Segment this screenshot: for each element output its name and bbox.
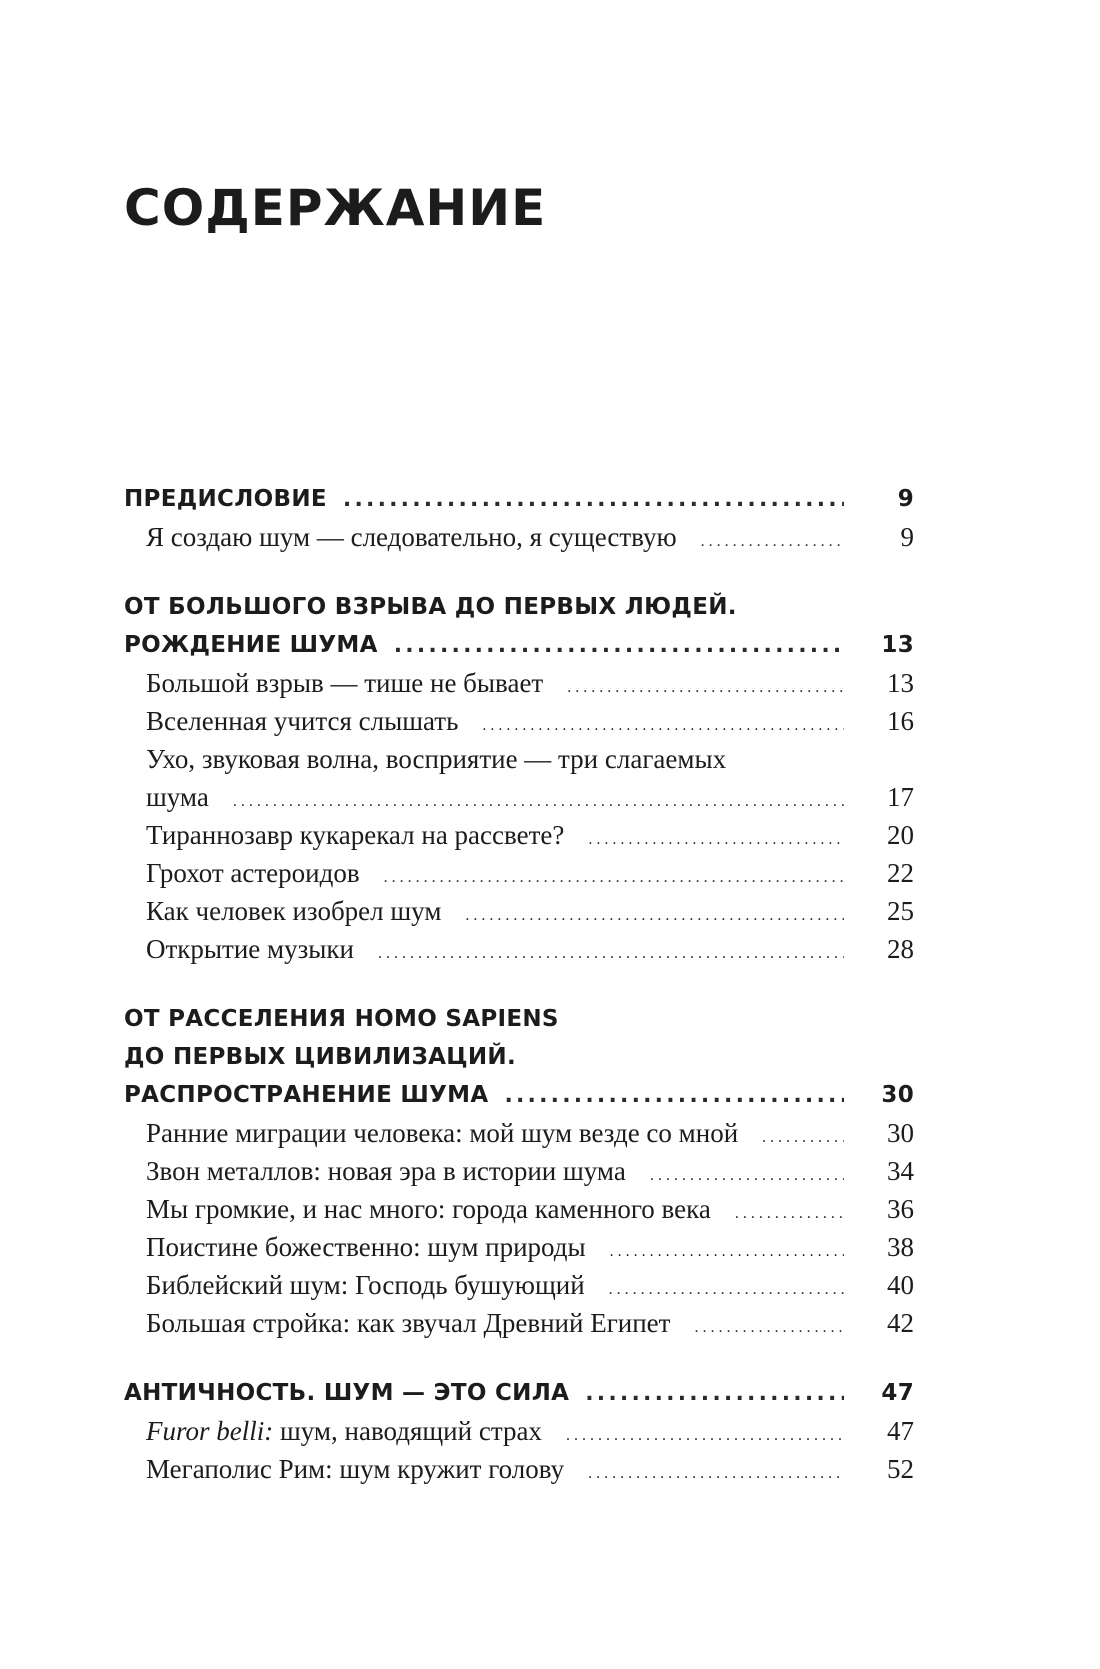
page-number: 47 (881, 1380, 914, 1406)
dot-leader (585, 1374, 844, 1413)
entry-title: Грохот астероидов (146, 858, 360, 888)
entry-title: Вселенная учится слышать (146, 706, 459, 736)
toc-entry[interactable] (124, 518, 914, 556)
entry-title-continuation: шума (146, 782, 209, 812)
toc-entry[interactable] (124, 816, 914, 854)
entry-title: Открытие музыки (146, 934, 354, 964)
dot-leader (378, 930, 844, 973)
dot-leader (701, 518, 844, 561)
section-title: ДО ПЕРВЫХ ЦИВИЛИЗАЦИЙ. (124, 1044, 516, 1070)
page-number: 17 (887, 782, 914, 812)
page-number: 28 (887, 934, 914, 964)
dot-leader (588, 1450, 844, 1493)
dot-leader (465, 892, 844, 935)
page-number: 9 (900, 522, 914, 552)
dot-leader (567, 664, 844, 707)
dot-leader (384, 854, 844, 897)
page-number: 47 (887, 1416, 914, 1446)
entry-title-rest: шум, наводящий страх (273, 1416, 542, 1446)
page-number: 30 (887, 1118, 914, 1148)
toc-section-heading[interactable] (124, 1076, 914, 1114)
toc-entry[interactable] (124, 778, 914, 816)
entry-title: Тираннозавр кукарекал на рассвете? (146, 820, 565, 850)
page-number: 42 (887, 1308, 914, 1338)
page-number: 9 (897, 486, 914, 512)
entry-title: Поистине божественно: шум природы (146, 1232, 586, 1262)
section-title: ОТ РАССЕЛЕНИЯ HOMO SAPIENS (124, 1006, 559, 1032)
toc-entry[interactable] (124, 1152, 914, 1190)
page-number: 40 (887, 1270, 914, 1300)
toc-entry[interactable] (124, 664, 914, 702)
dot-leader (233, 778, 844, 821)
toc-entry[interactable] (124, 1114, 914, 1152)
page-number: 22 (887, 858, 914, 888)
dot-leader (609, 1266, 844, 1309)
entry-title (146, 1412, 542, 1450)
page-number: 20 (887, 820, 914, 850)
dot-leader (482, 702, 844, 745)
toc-entry[interactable] (124, 930, 914, 968)
toc-entry[interactable] (124, 854, 914, 892)
page-number: 30 (881, 1082, 914, 1108)
entry-title: Мегаполис Рим: шум кружит голову (146, 1454, 565, 1484)
entry-title-italic: Furor belli: (146, 1416, 274, 1446)
page-number: 16 (887, 706, 914, 736)
dot-leader (504, 1076, 844, 1115)
section-title: РОЖДЕНИЕ ШУМА (124, 632, 378, 658)
dot-leader (650, 1152, 844, 1195)
toc-entry[interactable] (124, 1228, 914, 1266)
toc-section-heading[interactable] (124, 626, 914, 664)
toc-entry[interactable] (124, 1190, 914, 1228)
section-title: ПРЕДИСЛОВИЕ (124, 486, 327, 512)
section-title: РАСПРОСТРАНЕНИЕ ШУМА (124, 1082, 489, 1108)
entry-title: Мы громкие, и нас много: города каменного века (146, 1194, 711, 1224)
dot-leader (343, 480, 844, 519)
toc-section-heading[interactable] (124, 480, 914, 518)
page-number: 36 (887, 1194, 914, 1224)
dot-leader (762, 1114, 844, 1157)
page-number: 34 (887, 1156, 914, 1186)
toc-entry[interactable] (124, 1304, 914, 1342)
section-title: АНТИЧНОСТЬ. ШУМ — ЭТО СИЛА (124, 1380, 570, 1406)
dot-leader (694, 1304, 844, 1347)
toc-section-heading-line[interactable] (124, 1038, 914, 1076)
toc-entry[interactable] (124, 702, 914, 740)
entry-title: Библейский шум: Господь бушующий (146, 1270, 585, 1300)
page-number: 13 (887, 668, 914, 698)
dot-leader (566, 1412, 844, 1455)
toc-entry[interactable] (124, 1412, 914, 1450)
page-number: 38 (887, 1232, 914, 1262)
page-title: СОДЕРЖАНИЕ (124, 179, 547, 237)
toc-section-heading-line[interactable] (124, 1000, 914, 1038)
page-number: 13 (881, 632, 914, 658)
entry-title: Ранние миграции человека: мой шум везде со мной (146, 1118, 739, 1148)
toc-section-heading-line[interactable] (124, 588, 914, 626)
page-number: 52 (887, 1454, 914, 1484)
entry-title: Как человек изобрел шум (146, 896, 442, 926)
toc-entry[interactable] (124, 892, 914, 930)
entry-title: Большая стройка: как звучал Древний Египет (146, 1308, 671, 1338)
entry-title: Большой взрыв — тише не бывает (146, 668, 544, 698)
table-of-contents (124, 480, 914, 1488)
entry-title: Я создаю шум — следовательно, я существую (146, 522, 677, 552)
dot-leader (394, 626, 844, 665)
entry-title: Звон металлов: новая эра в истории шума (146, 1156, 626, 1186)
dot-leader (588, 816, 844, 859)
dot-leader (735, 1190, 844, 1233)
toc-entry[interactable] (124, 1450, 914, 1488)
entry-title: Ухо, звуковая волна, восприятие — три слагаемых (146, 744, 727, 774)
toc-entry[interactable] (124, 1266, 914, 1304)
toc-entry-line[interactable] (124, 740, 914, 778)
page-number: 25 (887, 896, 914, 926)
toc-section-heading[interactable] (124, 1374, 914, 1412)
section-title: ОТ БОЛЬШОГО ВЗРЫВА ДО ПЕРВЫХ ЛЮДЕЙ. (124, 594, 737, 620)
dot-leader (610, 1228, 844, 1271)
